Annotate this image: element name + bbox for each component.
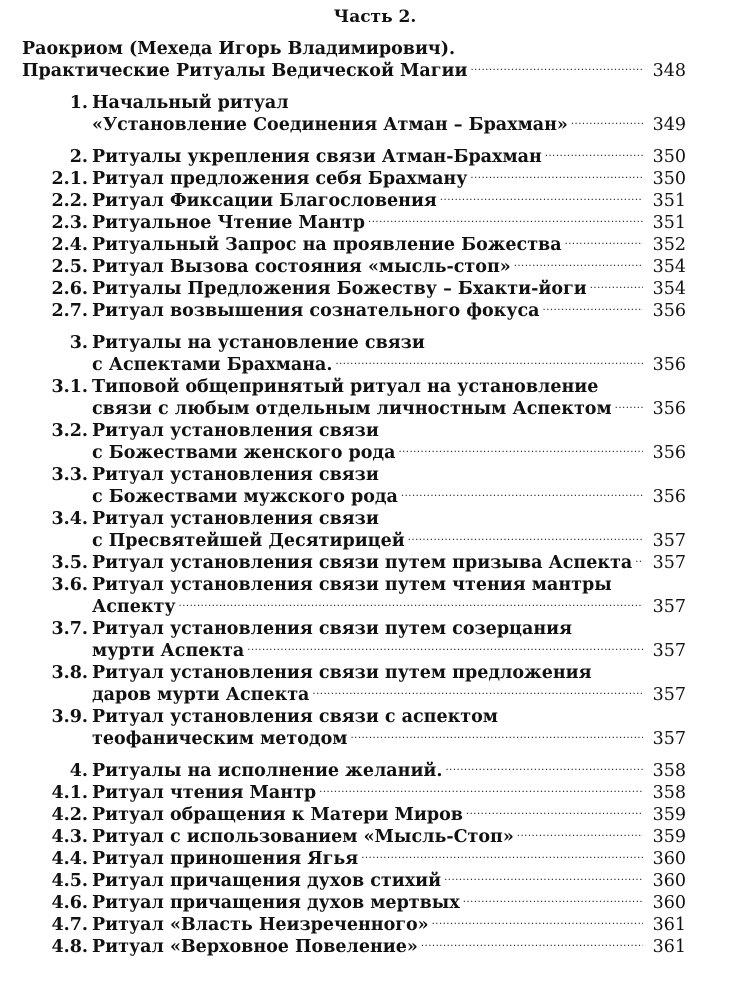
toc-entry[interactable] <box>22 596 686 618</box>
dot-leader <box>312 688 643 700</box>
toc-entry[interactable] <box>22 706 686 728</box>
toc-entry-page: 350 <box>652 169 686 189</box>
toc-entry[interactable] <box>22 640 686 662</box>
dot-leader <box>335 358 643 370</box>
toc-entry-number: 3.8. <box>51 663 88 683</box>
toc-entry-text: Ритуалы Предложения Божеству – Бхакти-йоги <box>92 279 587 299</box>
toc-entry-number: 4.7. <box>51 915 88 935</box>
toc-entry-number: 2.7. <box>51 301 88 321</box>
dot-leader <box>463 896 643 908</box>
toc-entry-text: Аспекту <box>92 597 176 617</box>
toc-entry[interactable] <box>22 574 686 596</box>
toc-entry[interactable] <box>22 190 686 212</box>
toc-entry-page: 357 <box>652 729 686 749</box>
toc-entry-text: Типовой общепринятый ритуал на установление <box>92 377 599 397</box>
toc-entry-text: теофаническим методом <box>92 729 348 749</box>
toc-entry[interactable] <box>22 212 686 234</box>
toc-entry-page: 354 <box>652 257 686 277</box>
toc-entry[interactable] <box>22 420 686 442</box>
dot-leader <box>470 64 643 76</box>
toc-entry-text: Ритуал установления связи путем призыва Аспекта <box>92 553 633 573</box>
toc-entry-text: с Пресвятейшей Десятирицей <box>92 531 405 551</box>
toc-entry-page: 360 <box>652 893 686 913</box>
toc-entry-text: Ритуал установления связи с аспектом <box>92 707 498 727</box>
toc-entry[interactable] <box>22 892 686 914</box>
toc-entry-text: Ритуалы на установление связи <box>92 333 425 353</box>
dot-leader <box>446 764 644 776</box>
dot-leader <box>590 282 643 294</box>
toc-entry[interactable] <box>22 146 686 168</box>
toc-entry-page: 361 <box>652 915 686 935</box>
dot-leader <box>319 786 643 798</box>
toc-entry[interactable] <box>22 398 686 420</box>
toc-entry-number: 4.1. <box>51 783 88 803</box>
toc-entry-number: 2.5. <box>51 257 88 277</box>
toc-entry-page: 357 <box>652 685 686 705</box>
toc-entry[interactable] <box>22 376 686 398</box>
dot-leader <box>440 194 643 206</box>
dot-leader <box>247 644 643 656</box>
dot-leader <box>545 150 643 162</box>
toc-entry-page: 358 <box>652 761 686 781</box>
toc-entry-number: 4.2. <box>51 805 88 825</box>
toc-entry[interactable] <box>22 256 686 278</box>
toc-entry-page: 357 <box>652 597 686 617</box>
dot-leader <box>615 402 643 414</box>
toc-entry-text: Начальный ритуал <box>92 93 289 113</box>
toc-entry[interactable] <box>22 804 686 826</box>
toc-entry[interactable] <box>22 530 686 552</box>
toc-entry-number: 4.6. <box>51 893 88 913</box>
dot-leader <box>571 118 643 130</box>
dot-leader <box>466 808 643 820</box>
toc-entry-number: 2.2. <box>51 191 88 211</box>
toc-entry[interactable] <box>22 234 686 256</box>
toc-entry-number: 4.4. <box>51 849 88 869</box>
toc-entry[interactable] <box>22 92 686 114</box>
toc-entry-text: Ритуал Вызова состояния «мысль-стоп» <box>92 257 511 277</box>
toc-entry-number: 2.3. <box>51 213 88 233</box>
toc-entry-page: 357 <box>652 553 686 573</box>
toc-entry-number: 3.6. <box>51 575 88 595</box>
toc-entry-text: Ритуальный Запрос на проявление Божества <box>92 235 562 255</box>
dot-leader <box>517 830 643 842</box>
toc-entry-text: Ритуал «Верховное Повеление» <box>92 937 418 957</box>
dot-leader <box>361 852 643 864</box>
dot-leader <box>470 172 643 184</box>
toc-entry-number: 3.7. <box>51 619 88 639</box>
toc-entry[interactable] <box>22 442 686 464</box>
toc-entry-text: Ритуальное Чтение Мантр <box>92 213 366 233</box>
toc-entry-number: 4. <box>69 761 88 781</box>
toc-entry[interactable] <box>22 552 686 574</box>
toc-list <box>22 82 686 958</box>
dot-leader <box>401 490 643 502</box>
toc-entry-text: даров мурти Аспекта <box>92 685 310 705</box>
toc-entry-text: Ритуал установления связи <box>92 465 379 485</box>
toc-entry-text: Ритуал чтения Мантр <box>92 783 317 803</box>
toc-entry-text: Ритуал установления связи <box>92 509 379 529</box>
toc-entry-page: 356 <box>652 487 686 507</box>
toc-entry-page: 354 <box>652 279 686 299</box>
toc-entry-page: 351 <box>652 191 686 211</box>
toc-entry[interactable] <box>22 464 686 486</box>
toc-entry-text: Ритуал приношения Ягья <box>92 849 359 869</box>
toc-entry[interactable] <box>22 848 686 870</box>
section-gap <box>22 750 686 760</box>
toc-entry[interactable] <box>22 760 686 782</box>
toc-entry-text: Ритуал предложения себя Брахману <box>92 169 468 189</box>
toc-entry-number: 3.3. <box>51 465 88 485</box>
toc-entry-page: 357 <box>652 641 686 661</box>
toc-entry-page: 358 <box>652 783 686 803</box>
toc-entry-book-title[interactable] <box>22 60 686 82</box>
toc-entry[interactable] <box>22 662 686 684</box>
toc-entry-number: 3.4. <box>51 509 88 529</box>
toc-entry[interactable] <box>22 826 686 848</box>
toc-entry-number: 2.4. <box>51 235 88 255</box>
toc-entry-page: 360 <box>652 871 686 891</box>
toc-entry-text: Практические Ритуалы Ведической Магии <box>22 61 468 81</box>
toc-entry-page: 361 <box>652 937 686 957</box>
toc-entry-text: мурти Аспекта <box>92 641 245 661</box>
toc-entry-number: 3.2. <box>51 421 88 441</box>
dot-leader <box>368 216 643 228</box>
toc-entry[interactable] <box>22 486 686 508</box>
toc-entry-page: 348 <box>652 61 686 81</box>
toc-entry-page: 360 <box>652 849 686 869</box>
toc-entry[interactable] <box>22 914 686 936</box>
dot-leader <box>543 304 643 316</box>
toc-entry[interactable] <box>22 508 686 530</box>
dot-leader <box>408 534 643 546</box>
toc-entry-text: Ритуал установления связи путем чтения мантры <box>92 575 612 595</box>
toc-entry-text: Ритуал «Власть Неизреченного» <box>92 915 429 935</box>
dot-leader <box>398 446 643 458</box>
toc-entry[interactable] <box>22 728 686 750</box>
toc-entry-text: с Божествами мужского рода <box>92 487 398 507</box>
toc-entry-text: Ритуал обращения к Матери Миров <box>92 805 463 825</box>
toc-entry-text: Ритуал Фиксации Благословения <box>92 191 437 211</box>
toc-entry-number: 3.1. <box>51 377 88 397</box>
toc-entry-text: Ритуал установления связи путем созерцания <box>92 619 573 639</box>
dot-leader <box>444 874 643 886</box>
toc-entry-text: связи с любым отдельным личностным Аспектом <box>92 399 612 419</box>
toc-entry-number: 4.8. <box>51 937 88 957</box>
dot-leader <box>514 260 643 272</box>
toc-entry-number: 3.5. <box>51 553 88 573</box>
toc-entry[interactable] <box>22 354 686 376</box>
toc-entry-number: 2. <box>69 147 88 167</box>
toc-entry-page: 356 <box>652 301 686 321</box>
dot-leader <box>421 940 643 952</box>
toc-entry-page: 351 <box>652 213 686 233</box>
toc-entry-text: Ритуалы укрепления связи Атман-Брахман <box>92 147 542 167</box>
toc-entry[interactable] <box>22 936 686 958</box>
toc-entry-text: Ритуал возвышения сознательного фокуса <box>92 301 540 321</box>
toc-entry-text: с Аспектами Брахмана. <box>92 355 333 375</box>
dot-leader <box>179 600 643 612</box>
toc-entry-text: Ритуалы на исполнение желаний. <box>92 761 443 781</box>
toc-entry-page: 359 <box>652 805 686 825</box>
section-gap <box>22 322 686 332</box>
toc-entry[interactable] <box>22 782 686 804</box>
toc-entry[interactable] <box>22 618 686 640</box>
toc-entry[interactable] <box>22 114 686 136</box>
dot-leader <box>432 918 643 930</box>
toc-entry-page: 350 <box>652 147 686 167</box>
toc-entry-page: 356 <box>652 399 686 419</box>
toc-entry[interactable] <box>22 870 686 892</box>
section-gap <box>22 136 686 146</box>
part-title: Часть 2. <box>333 7 417 27</box>
author-line: Раокриом (Мехеда Игорь Владимирович). <box>22 39 456 59</box>
toc-entry[interactable] <box>22 332 686 354</box>
toc-entry-text: Ритуал установления связи <box>92 421 379 441</box>
toc-entry-number: 4.5. <box>51 871 88 891</box>
toc-entry-page: 356 <box>652 443 686 463</box>
toc-entry-page: 352 <box>652 235 686 255</box>
toc-entry-text: Ритуал причащения духов стихий <box>92 871 442 891</box>
section-gap <box>22 82 686 92</box>
toc-entry-number: 1. <box>69 93 88 113</box>
toc-entry-number: 4.3. <box>51 827 88 847</box>
dot-leader <box>565 238 643 250</box>
toc-entry-text: с Божествами женского рода <box>92 443 396 463</box>
toc-entry[interactable] <box>22 278 686 300</box>
toc-entry[interactable] <box>22 168 686 190</box>
toc-entry-page: 359 <box>652 827 686 847</box>
toc-entry[interactable] <box>22 300 686 322</box>
toc-entry-page: 357 <box>652 531 686 551</box>
toc-entry-number: 3. <box>69 333 88 353</box>
toc-entry-text: Ритуал установления связи путем предложения <box>92 663 592 683</box>
toc-entry-text: Ритуал причащения духов мертвых <box>92 893 460 913</box>
toc-entry-number: 2.6. <box>51 279 88 299</box>
dot-leader <box>635 556 643 568</box>
dot-leader <box>350 732 643 744</box>
toc-entry-page: 356 <box>652 355 686 375</box>
toc-entry-page: 349 <box>652 115 686 135</box>
toc-entry-number: 2.1. <box>51 169 88 189</box>
toc-entry-text: Ритуал с использованием «Мысль-Стоп» <box>92 827 514 847</box>
toc-entry[interactable] <box>22 684 686 706</box>
toc-entry-text: «Установление Соединения Атман – Брахман» <box>92 115 568 135</box>
toc-entry-number: 3.9. <box>51 707 88 727</box>
